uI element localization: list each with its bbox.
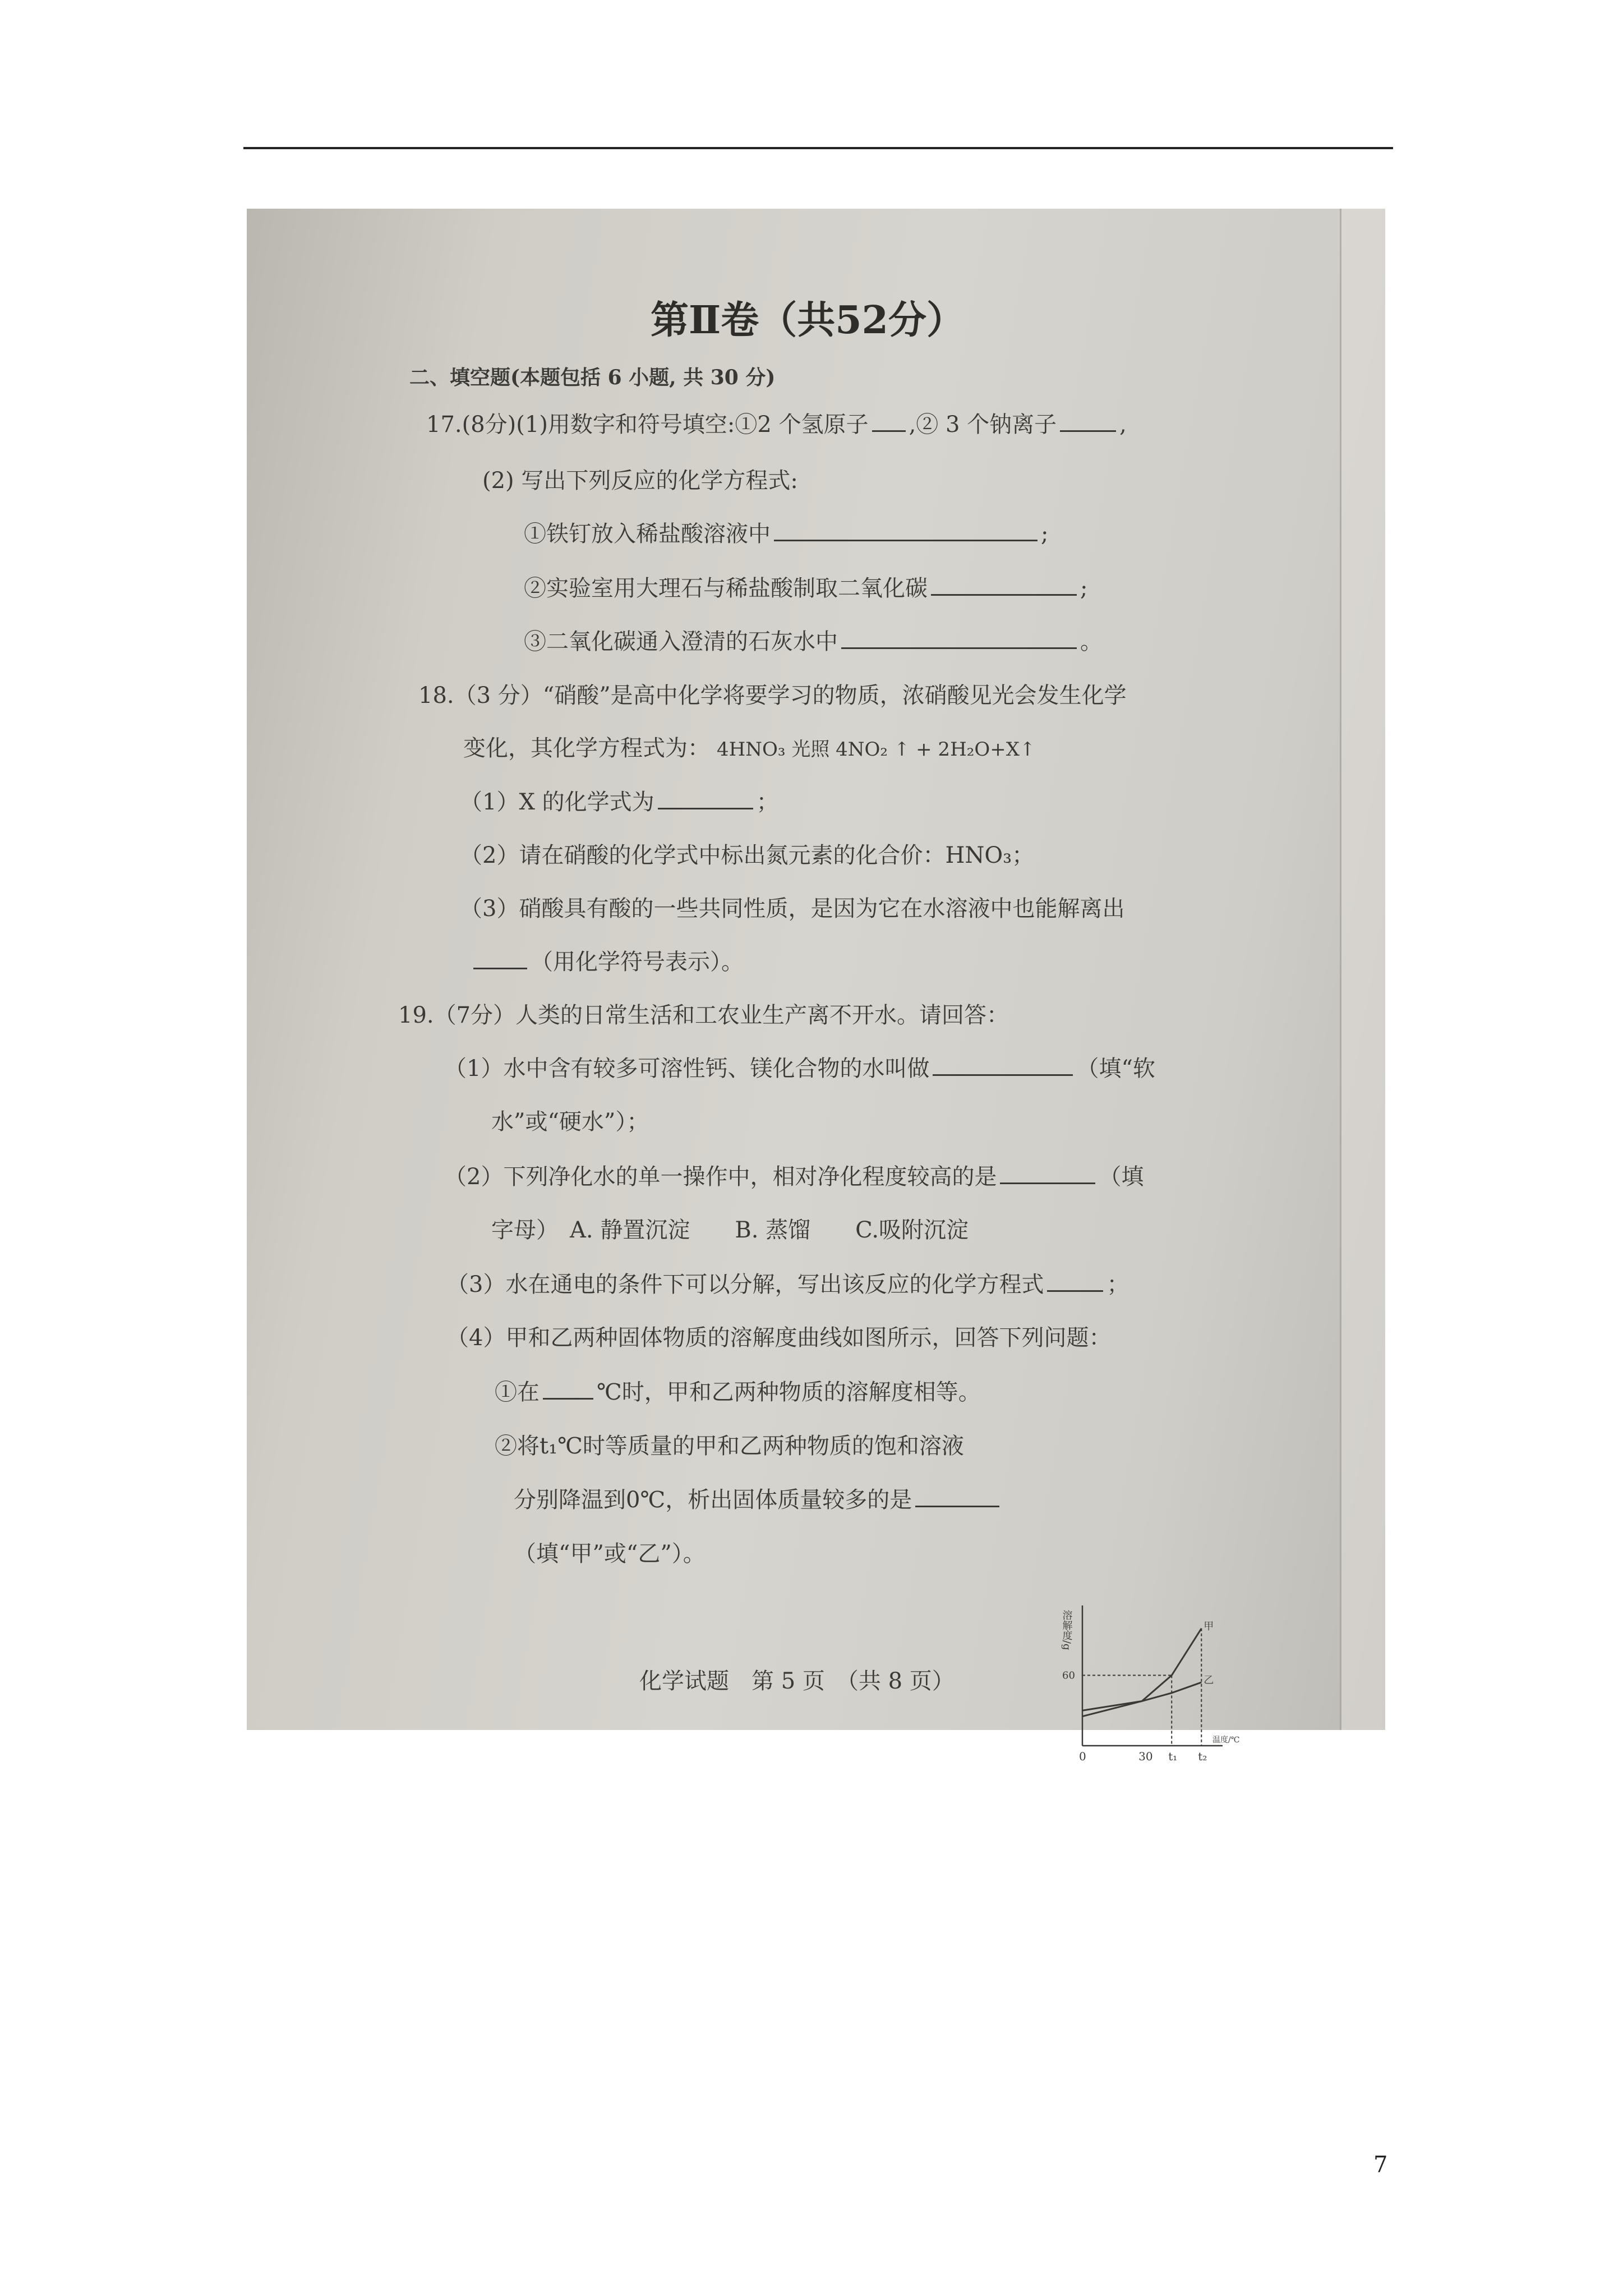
x-tick-label: t₁ bbox=[1168, 1750, 1178, 1763]
q17-text-a: 17.(8分)(1)用数字和符号填空:①2 个氢原子 bbox=[426, 412, 869, 438]
q18-sub1-text: （1）X 的化学式为 bbox=[460, 789, 654, 815]
q17-text-b: ,② 3 个钠离子 bbox=[909, 412, 1057, 438]
q17-item1 bbox=[524, 523, 1048, 545]
q19-sub4-1-blank[interactable] bbox=[543, 1397, 593, 1400]
solubility-chart bbox=[1054, 1594, 1240, 1774]
q18-sub2: （2）请在硝酸的化学式中标出氮元素的化合价：HNO₃； bbox=[460, 843, 1035, 868]
q19-sub4-3 bbox=[514, 1489, 1003, 1511]
q18-line1: 18.（3 分）“硝酸”是高中化学将要学习的物质，浓硝酸见光会发生化学 bbox=[418, 683, 1127, 708]
series-line-1 bbox=[1082, 1682, 1201, 1717]
q18-sub3-blank[interactable] bbox=[473, 967, 527, 969]
y-axis-label: 溶解度/g bbox=[1061, 1610, 1073, 1650]
q18-sub3b bbox=[470, 951, 744, 973]
series-line-0 bbox=[1082, 1628, 1201, 1710]
q19-sub1-text: （1）水中含有较多可溶性钙、镁化合物的水叫做 bbox=[444, 1056, 930, 1082]
q19-sub4: （4）甲和乙两种固体物质的溶解度曲线如图所示，回答下列问题： bbox=[446, 1325, 1112, 1351]
q19-sub3-blank[interactable] bbox=[1047, 1290, 1103, 1292]
q18-line2-text: 变化，其化学方程式为： bbox=[463, 735, 710, 761]
q19-sub4-1 bbox=[495, 1381, 981, 1404]
q19-sub2b: 字母） A. 静置沉淀 B. 蒸馏 C.吸附沉淀 bbox=[491, 1217, 969, 1243]
q19-sub4-4: （填“甲”或“乙”）。 bbox=[514, 1541, 706, 1567]
q19-sub4-3-blank[interactable] bbox=[915, 1505, 999, 1507]
q18-line2 bbox=[463, 737, 1035, 760]
q19-sub2-blank[interactable] bbox=[1000, 1182, 1095, 1184]
x-tick-label: t₂ bbox=[1198, 1750, 1207, 1763]
q19-sub2-text: （2）下列净化水的单一操作中，相对净化程度较高的是 bbox=[444, 1164, 997, 1190]
q19-sub4-1-text: ①在 bbox=[495, 1379, 540, 1405]
q17-blank-2[interactable] bbox=[1060, 430, 1116, 432]
paper-title: 第Ⅱ卷（共52分） bbox=[651, 298, 965, 343]
q17-item3-blank[interactable] bbox=[841, 647, 1077, 649]
q18-sub3: （3）硝酸具有酸的一些共同性质，是因为它在水溶液中也能解离出 bbox=[460, 896, 1125, 922]
q19-sub4-2: ②将t₁℃时等质量的甲和乙两种物质的饱和溶液 bbox=[495, 1433, 964, 1459]
y-tick-label: 60 bbox=[1062, 1669, 1075, 1682]
q19-sub1-blank[interactable] bbox=[933, 1074, 1073, 1076]
q17-item2-blank[interactable] bbox=[931, 593, 1077, 596]
q19-sub4-3-text: 分别降温到0℃，析出固体质量较多的是 bbox=[514, 1487, 912, 1513]
q17-item3-text: ③二氧化碳通入澄清的石灰水中 bbox=[524, 629, 838, 655]
q19-sub3-text: （3）水在通电的条件下可以分解，写出该反应的化学方程式 bbox=[446, 1272, 1044, 1297]
q18-sub1 bbox=[460, 791, 779, 813]
q17-item1-blank[interactable] bbox=[774, 539, 1038, 541]
q17-stem bbox=[426, 413, 1127, 436]
section-heading: 二、填空题(本题包括 6 小题, 共 30 分) bbox=[409, 366, 776, 389]
q18-sub3b-text: （用化学符号表示）。 bbox=[531, 949, 744, 975]
exam-paper bbox=[247, 209, 1385, 1763]
q18-sub1-blank[interactable] bbox=[658, 807, 753, 809]
q17-item1-end: ; bbox=[1041, 521, 1049, 547]
q19-sub3 bbox=[446, 1273, 1129, 1296]
q19-sub2 bbox=[444, 1166, 1144, 1188]
q18-sub1-end: ； bbox=[756, 789, 779, 815]
q17-item2-end: ; bbox=[1080, 576, 1088, 601]
series-label-1: 乙 bbox=[1204, 1674, 1214, 1687]
header-rule bbox=[243, 147, 1393, 149]
q18-equation: 4HNO₃ 光照 4NO₂ ↑ + 2H₂O+X↑ bbox=[717, 738, 1036, 761]
chart-layer bbox=[1061, 1605, 1240, 1763]
q17-item3-end: 。 bbox=[1080, 629, 1103, 655]
page-number: 7 bbox=[1373, 2152, 1388, 2178]
q19-sub1-end: （填“软 bbox=[1076, 1056, 1155, 1082]
scanned-exam-photo bbox=[247, 209, 1385, 1763]
q19-sub1b: 水”或“硬水”）； bbox=[491, 1109, 649, 1135]
x-tick-label: 0 bbox=[1079, 1750, 1086, 1763]
q17-text-c: , bbox=[1119, 412, 1127, 438]
paper-footer: 化学试题 第 5 页 （共 8 页） bbox=[639, 1668, 955, 1694]
x-axis-label: 温度/℃ bbox=[1212, 1736, 1240, 1745]
series-label-0: 甲 bbox=[1204, 1620, 1214, 1632]
q17-blank-1[interactable] bbox=[872, 430, 906, 432]
x-tick-label: 30 bbox=[1138, 1750, 1153, 1763]
q17-item1-text: ①铁钉放入稀盐酸溶液中 bbox=[524, 521, 771, 547]
q17-sub2: (2) 写出下列反应的化学方程式: bbox=[482, 468, 798, 494]
q19-sub3-end: ； bbox=[1106, 1272, 1129, 1297]
q19-sub4-1-end: ℃时，甲和乙两种物质的溶解度相等。 bbox=[597, 1379, 981, 1405]
q19-sub2-end: （填 bbox=[1099, 1164, 1144, 1190]
q19-sub1 bbox=[444, 1057, 1155, 1080]
q19-stem: 19.（7分）人类的日常生活和工农业生产离不开水。请回答： bbox=[398, 1002, 1009, 1028]
q17-item2 bbox=[524, 577, 1087, 600]
q17-item2-text: ②实验室用大理石与稀盐酸制取二氧化碳 bbox=[524, 576, 928, 601]
q17-item3 bbox=[524, 631, 1103, 653]
